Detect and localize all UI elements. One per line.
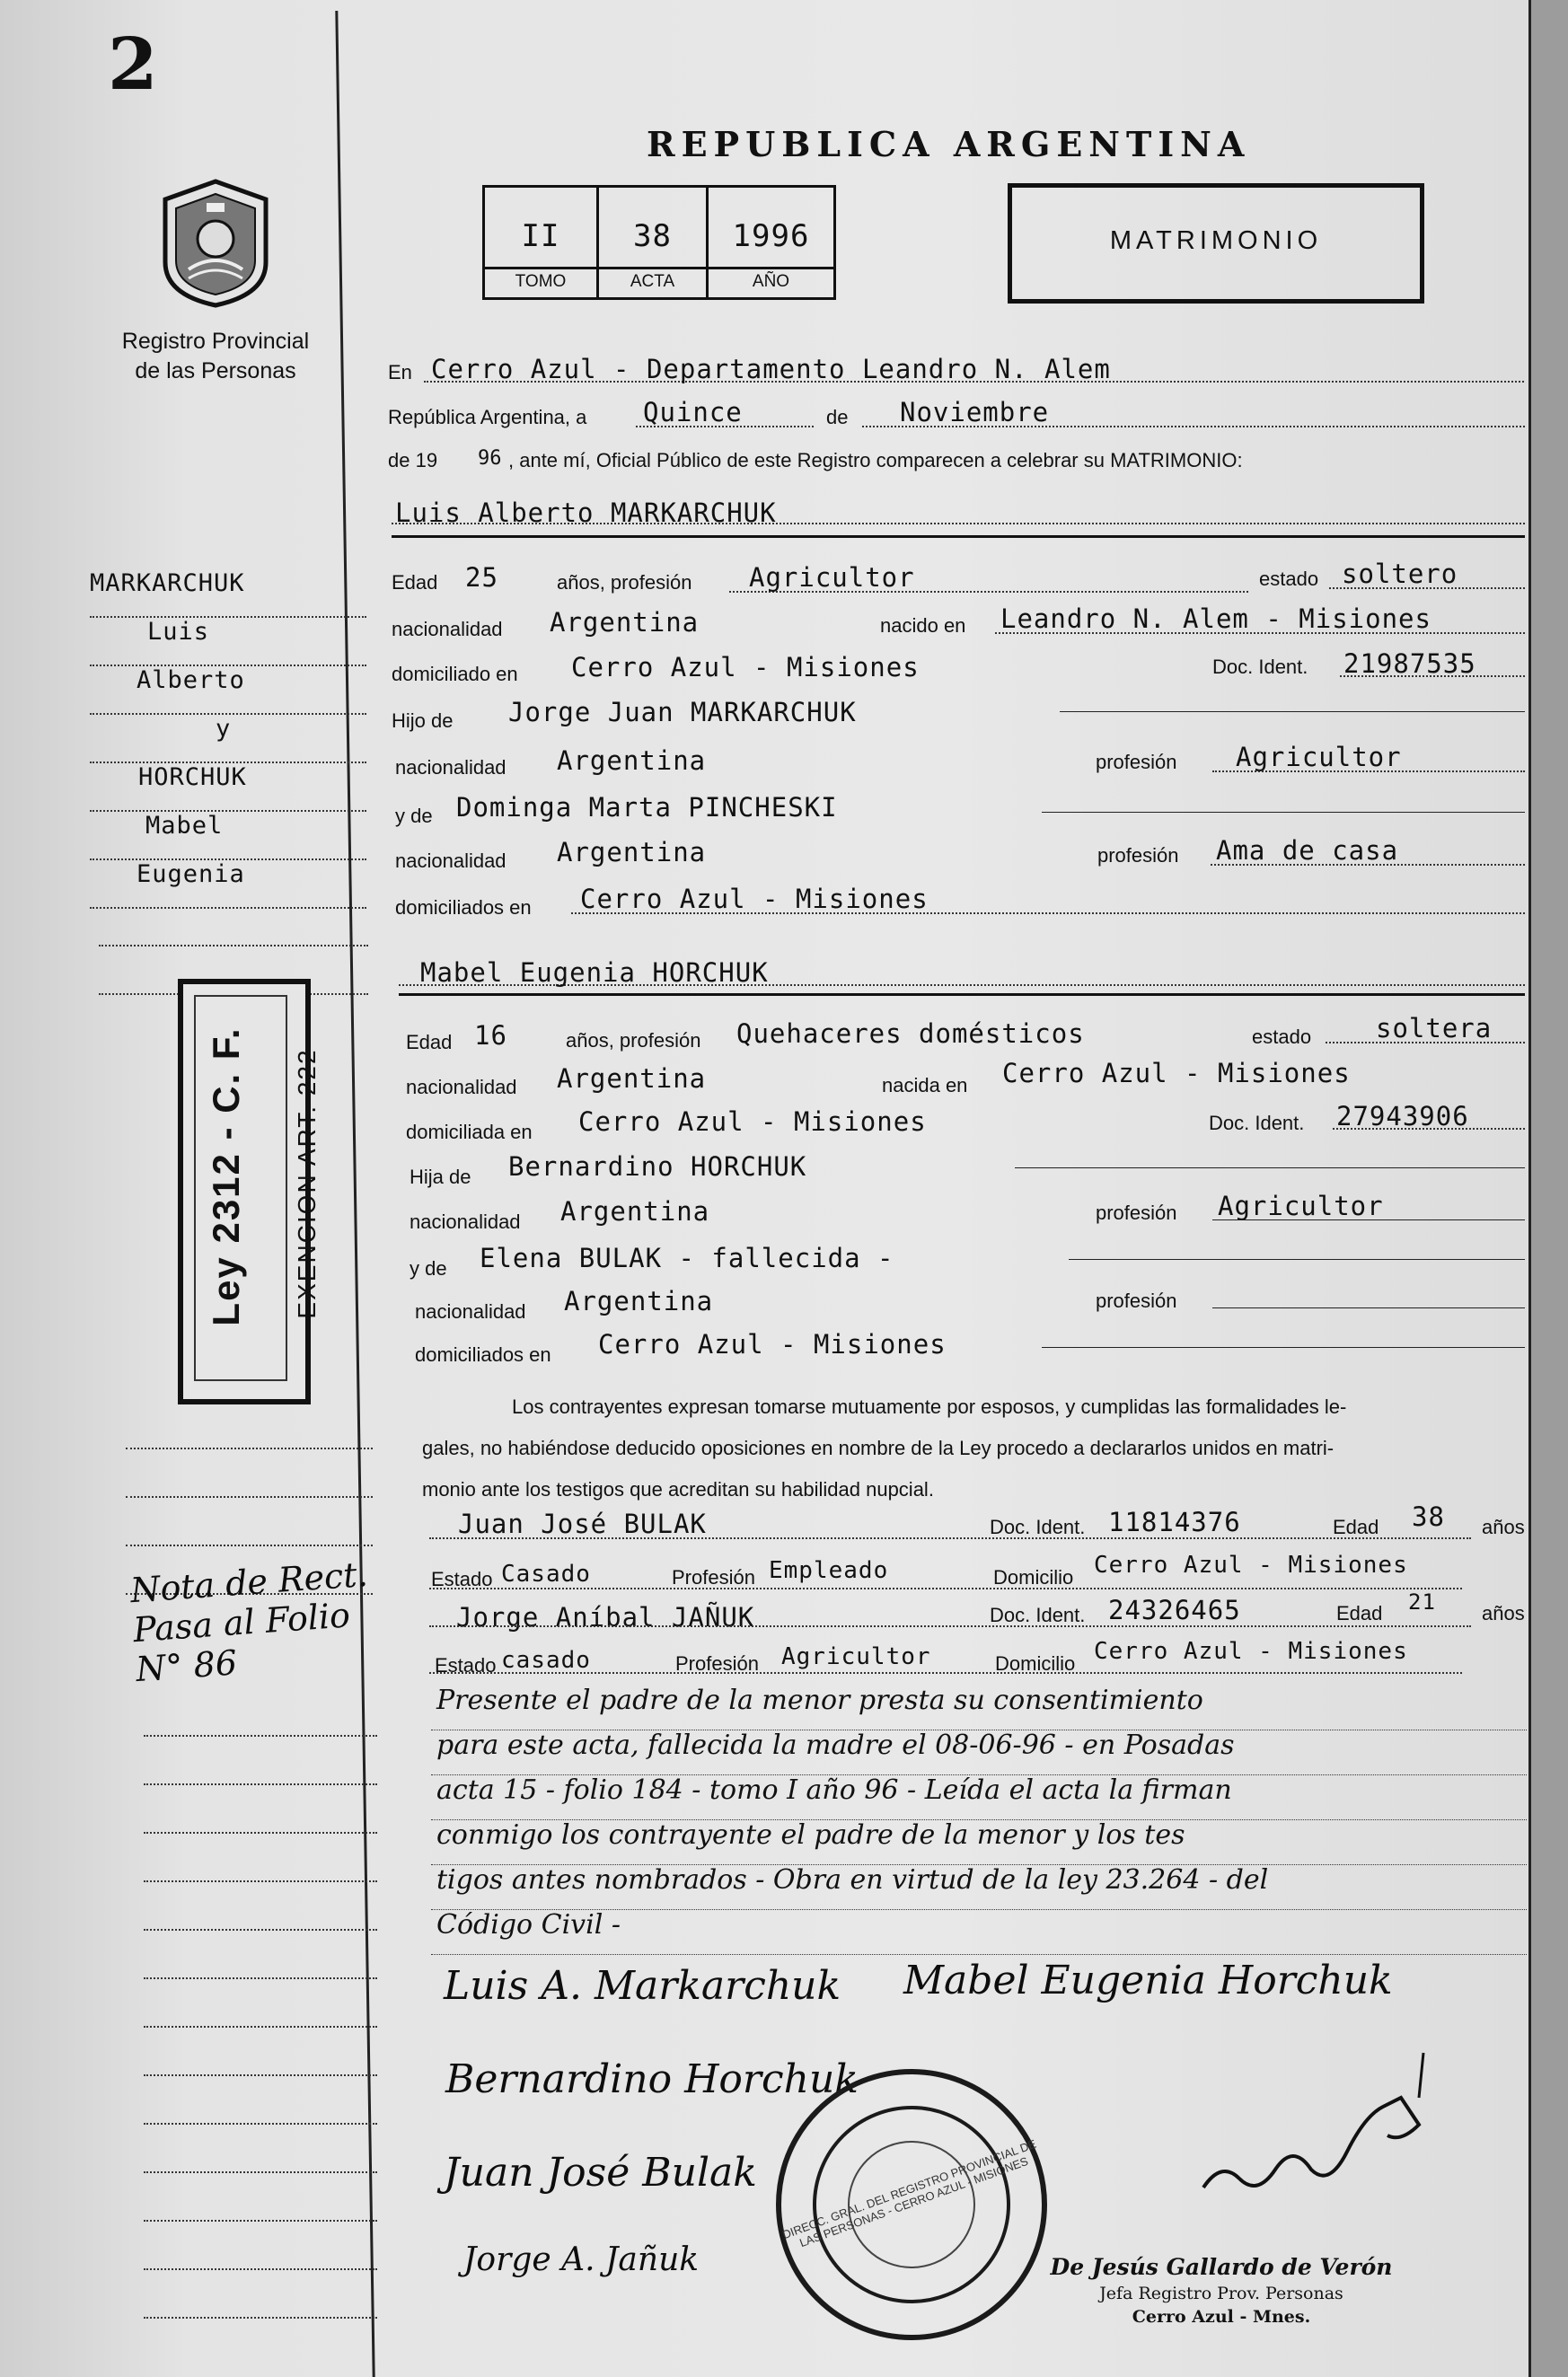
registry-name [108,327,323,386]
witness1-doc: 11814376 [1108,1507,1241,1537]
groom-padre: Jorge Juan MARKARCHUK [508,697,857,727]
declaration-line-2: gales, no habiéndose deducido oposiciones en nombre de la Ley procedo a declararlos unidos en matri- [422,1437,1335,1459]
witness2-edad-label: Edad [1336,1602,1383,1624]
certificate-type: MATRIMONIO [1109,226,1323,255]
bride-name-heading: Mabel Eugenia HORCHUK [420,957,769,988]
groom-madre-prof: Ama de casa [1216,835,1399,866]
witness1-doc-label: Doc. Ident. [990,1516,1086,1538]
year-suffix: 96 [478,447,502,470]
bride-estado: soltera [1376,1013,1493,1043]
groom-nac-label: nacionalidad [392,618,503,640]
margin-name-3: Alberto [90,666,366,715]
de-label: de [826,406,849,428]
law-exemption-stamp [178,979,321,1404]
witness2-prof-label: Profesión [675,1652,759,1675]
witness1-domicilio: Cerro Azul - Misiones [1094,1552,1408,1579]
margin-rectification-note [129,1554,374,1689]
witness2-signature: Jorge A. Jañuk [463,2241,700,2278]
witness1-signature: Juan José Bulak [444,2150,757,2196]
groom-madre-nac: Argentina [557,837,707,867]
registry-line-1: Registro Provincial [121,329,310,354]
bride-signature: Mabel Eugenia Horchuk [903,1958,1393,2003]
tomo-label: TOMO [515,272,567,291]
groom-hijo-label: Hijo de [392,709,454,732]
stamp-text: DIRECC. GRAL. DEL REGISTRO PROVINCIAL DE LAS PERSONAS - CERRO AZUL - MISIONES [780,2136,1038,2250]
groom-profesion: Agricultor [749,562,915,593]
bride-madre-prof-label: profesión [1096,1290,1177,1312]
margin-note-line-3: N° 86 [134,1642,239,1690]
place-value: Cerro Azul - Departamento Leandro N. Alem [431,354,1111,384]
bride-estado-label: estado [1252,1026,1312,1048]
note-line-6: Código Civil - [436,1909,621,1941]
witness2-doc: 24326465 [1108,1595,1241,1625]
witness2-estado-label: Estado [435,1654,497,1677]
witness1-profesion: Empleado [769,1557,889,1584]
certificate-type-box [1008,183,1424,304]
groom-madre-prof-label: profesión [1097,844,1179,867]
country-title: REPUBLICA ARGENTINA [647,124,1251,164]
margin-name-4: y [90,715,366,763]
groom-yde-label: y de [395,805,433,827]
witness1-edad: 38 [1412,1501,1445,1532]
groom-signature: Luis A. Markarchuk [444,1963,841,2009]
official-round-stamp [772,2065,1051,2344]
witness2-anos-label: años [1482,1602,1525,1624]
bride-edad-label: Edad [406,1031,453,1053]
groom-padre-prof-label: profesión [1096,751,1177,773]
acta-number-box [482,185,836,300]
tomo-value: II [521,218,560,254]
margin-name-1: MARKARCHUK [90,569,366,618]
groom-domicilio: Cerro Azul - Misiones [571,652,920,682]
witness1-prof-label: Profesión [672,1566,755,1589]
witness1-edad-label: Edad [1333,1516,1379,1538]
acta-value: 38 [633,218,672,254]
witness2-domicilio: Cerro Azul - Misiones [1094,1638,1408,1665]
bride-doc-label: Doc. Ident. [1209,1112,1305,1134]
witness2-dom-label: Domicilio [995,1652,1076,1675]
witness1-estado: Casado [501,1561,591,1588]
witness1-dom-label: Domicilio [993,1566,1074,1589]
bride-padres-dom-label: domiciliados en [415,1343,551,1366]
note-line-1: Presente el padre de la menor presta su consentimiento [436,1685,1203,1716]
groom-nacido-en: Leandro N. Alem - Misiones [1000,603,1431,634]
witness2-name: Jorge Aníbal JAÑUK [456,1602,755,1633]
en-label: En [388,361,412,383]
bride-hija-label: Hija de [410,1166,471,1188]
declaration-line-3: monio ante los testigos que acreditan su habilidad nupcial. [422,1478,934,1501]
note-line-4: conmigo los contrayente el padre de la menor y los tes [436,1819,1185,1851]
groom-edad: 25 [465,562,498,593]
margin-name-6: Mabel [90,812,366,860]
margin-note-line-1: Nota de Rect. [128,1554,369,1611]
bride-padre-nac: Argentina [560,1196,710,1227]
father-signature: Bernardino Horchuk [445,2056,859,2102]
province-seal [154,176,277,309]
groom-padre-nac: Argentina [557,745,707,776]
bride-nacida-en: Cerro Azul - Misiones [1002,1058,1351,1088]
margin-name-2: Luis [90,618,366,666]
bride-profesion: Quehaceres domésticos [736,1018,1085,1049]
bride-nac-label: nacionalidad [406,1076,517,1098]
bride-padres-dom: Cerro Azul - Misiones [598,1329,947,1360]
witness1-anos-label: años [1482,1516,1525,1538]
witness2-estado: casado [501,1647,591,1674]
groom-doc-label: Doc. Ident. [1212,656,1308,678]
margin-name-7: Eugenia [90,860,366,909]
groom-edad-label: Edad [392,571,438,594]
official-signature [1194,2044,1446,2205]
bride-domicilio: Cerro Azul - Misiones [578,1106,927,1137]
groom-name-heading: Luis Alberto MARKARCHUK [395,497,777,528]
ano-label: AÑO [752,272,790,291]
note-line-3: acta 15 - folio 184 - tomo I año 96 - Leída el acta la firman [436,1774,1232,1806]
groom-doc: 21987535 [1343,648,1476,679]
witness2-profesion: Agricultor [781,1643,931,1670]
bride-prof-label: años, profesión [566,1029,701,1052]
bride-padre: Bernardino HORCHUK [508,1151,807,1182]
bride-doc: 27943906 [1336,1101,1469,1131]
margin-name-5: HORCHUK [90,763,366,812]
ano-value: 1996 [732,218,810,254]
note-line-2: para este acta, fallecida la madre el 08-06-96 - en Posadas [436,1730,1235,1761]
bride-edad: 16 [474,1020,507,1051]
groom-dom-label: domiciliado en [392,663,518,685]
page-edge-shadow [1531,0,1568,2377]
official-title: Jefa Registro Prov. Personas [1099,2284,1343,2303]
bride-padre-nac-label: nacionalidad [410,1211,521,1233]
groom-nacionalidad: Argentina [550,607,700,638]
groom-madre: Dominga Marta PINCHESKI [456,792,838,823]
witness1-name: Juan José BULAK [458,1509,707,1539]
registry-line-2: de las Personas [135,358,296,383]
groom-padres-dom-label: domiciliados en [395,896,532,919]
page-number: 2 [108,22,158,106]
groom-prof-label: años, profesión [557,571,692,594]
bride-yde-label: y de [410,1257,447,1280]
margin-note-line-2: Pasa al Folio [131,1595,352,1651]
groom-estado-label: estado [1259,568,1319,590]
republica-label: República Argentina, a [388,406,587,428]
year-prefix: de 19 [388,449,438,471]
law-line-2: EXENCION ART. 222 [293,1048,321,1319]
groom-estado: soltero [1342,559,1458,589]
bride-madre: Elena BULAK - fallecida - [480,1243,894,1273]
month-value: Noviembre [900,397,1050,427]
declaration-line-1: Los contrayentes expresan tomarse mutuamente por esposos, y cumplidas las formalidades le- [512,1395,1347,1418]
official-name: De Jesús Gallardo de Verón [1050,2254,1393,2280]
acta-label: ACTA [630,272,675,291]
groom-padres-dom: Cerro Azul - Misiones [580,884,929,914]
groom-madre-nac-label: nacionalidad [395,850,507,872]
official-block [1033,2254,1410,2327]
margin-rules-bottom [144,1688,377,2319]
bride-madre-nac: Argentina [564,1286,714,1316]
law-line-1: Ley 2312 - C. F. [205,1026,247,1326]
bride-nacionalidad: Argentina [557,1063,707,1094]
note-line-5: tigos antes nombrados - Obra en virtud de la ley 23.264 - del [436,1864,1269,1896]
declaration-text [422,1387,1527,1510]
witness2-edad: 21 [1408,1589,1436,1615]
witness2-doc-label: Doc. Ident. [990,1604,1086,1626]
intro-sentence: , ante mí, Oficial Público de este Registro comparecen a celebrar su MATRIMONIO: [508,449,1243,471]
groom-padre-prof: Agricultor [1236,742,1402,772]
bride-padre-prof: Agricultor [1218,1191,1384,1221]
bride-nacida-label: nacida en [882,1074,968,1096]
official-place: Cerro Azul - Mnes. [1132,2307,1311,2327]
margin-names [90,569,366,909]
witness1-estado-label: Estado [431,1568,493,1590]
groom-nacido-label: nacido en [880,614,966,637]
bride-padre-prof-label: profesión [1096,1202,1177,1224]
groom-padre-nac-label: nacionalidad [395,756,507,779]
bride-dom-label: domiciliada en [406,1121,533,1143]
bride-madre-nac-label: nacionalidad [415,1300,526,1323]
day-value: Quince [643,397,743,427]
